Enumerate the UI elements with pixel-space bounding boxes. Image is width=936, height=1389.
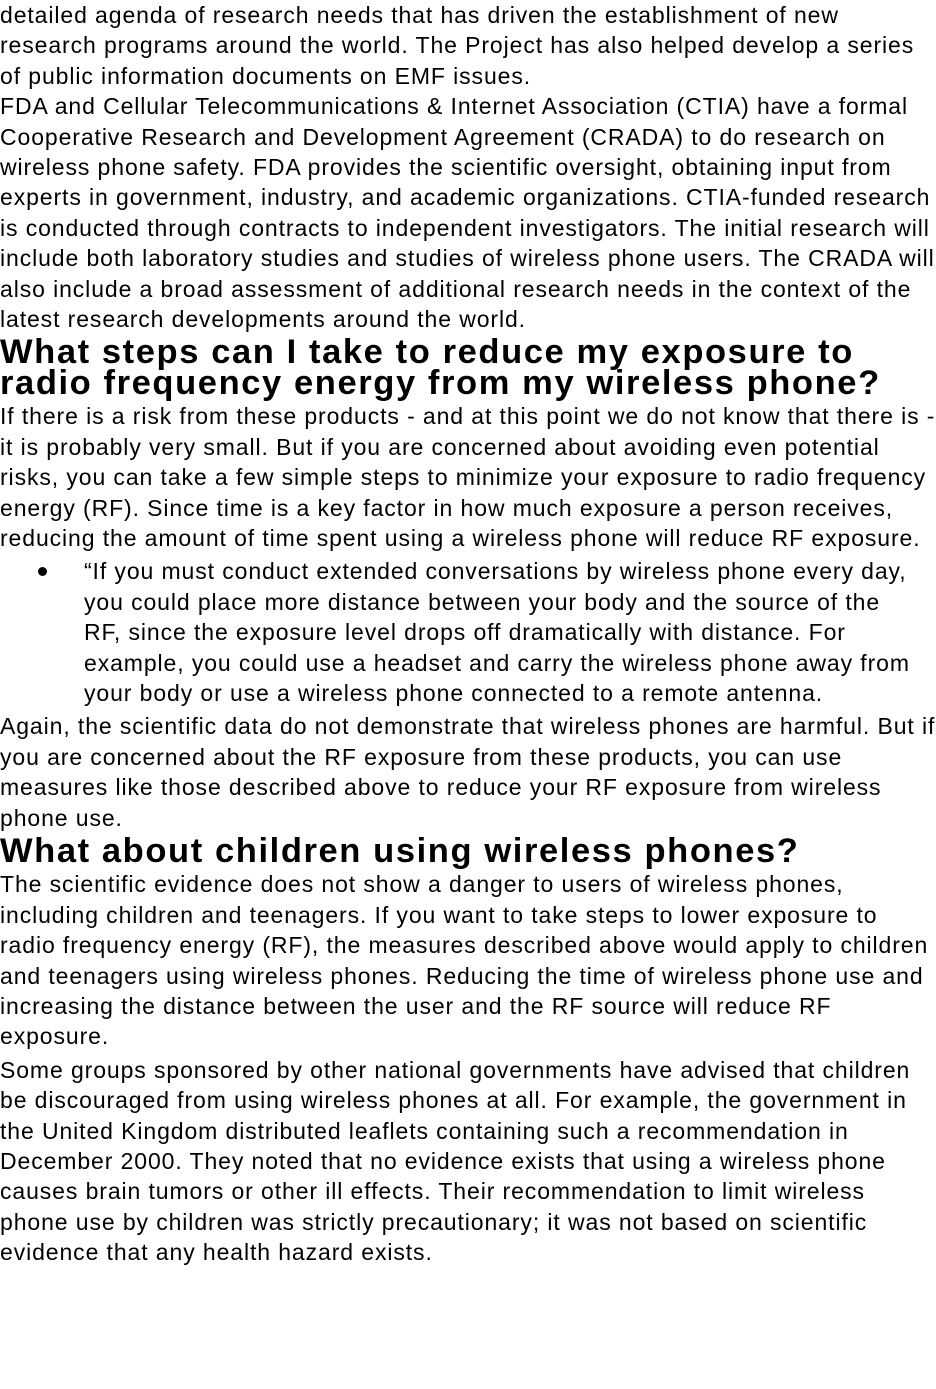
bullet-text: “If you must conduct extended conversations by wireless phone every day, you could place more distance between your body and the source of the RF, since the exposure level drops off dramatically with distance. For example, you could use a headset and carry the wireless phone away from your body or use a wireless phone connected to a remote antenna.	[84, 558, 910, 706]
paragraph-crada: FDA and Cellular Telecommunications & Internet Association (CTIA) have a formal Cooperative Research and Development Agreement (CRADA) to do research on wireless phone safety. FDA provides the scientific oversight, obtaining input from experts in government, industry, and academic organizations. CTIA-funded research is conducted through contracts to independent investigators. The initial research will include both laboratory studies and studies of wireless phone users. The CRADA will also include a broad assessment of additional research needs in the context of the latest research developments around the world.	[0, 93, 935, 333]
heading-children: What about children using wireless phones?	[0, 831, 800, 870]
paragraph-risk: If there is a risk from these products - and at this point we do not know that there is - it is probably very small. But if you are concerned about avoiding even potential risks, you can take a few simple steps to minimize your exposure to radio frequency energy (RF). Since time is a key factor in how much exposure a person receives, reducing the amount of time spent using a wireless phone will reduce RF exposure.	[0, 403, 936, 551]
heading-reduce-exposure: What steps can I take to reduce my exposure to radio frequency energy from my wireless phone?	[0, 333, 881, 402]
bullet-item-distance	[0, 556, 936, 708]
paragraph-children-evidence: The scientific evidence does not show a danger to users of wireless phones, including children and teenagers. If you want to take steps to lower exposure to radio frequency energy (RF), the measures described above would apply to children and teenagers using wireless phones. Reducing the time of wireless phone use and increasing the distance between the user and the RF source will reduce RF exposure.	[0, 871, 929, 1050]
paragraph-again: Again, the scientific data do not demonstrate that wireless phones are harmful. But if you are concerned about the RF exposure from these products, you can use measures like those described above to reduce your RF exposure from wireless phone use.	[0, 713, 936, 831]
bullet-dot-icon	[38, 567, 47, 576]
paragraph-uk-recommendation: Some groups sponsored by other national governments have advised that children be discouraged from using wireless phones at all. For example, the government in the United Kingdom distributed leaflets containing such a recommendation in December 2000. They noted that no evidence exists that using a wireless phone causes brain tumors or other ill effects. Their recommendation to limit wireless phone use by children was strictly precautionary; it was not based on scientific evidence that any health hazard exists.	[0, 1056, 911, 1266]
paragraph-emf-project: detailed agenda of research needs that has driven the establishment of new research programs around the world. The Project has also helped develop a series of public information documents on EMF issues.	[0, 2, 915, 89]
bullet-list	[0, 556, 936, 708]
